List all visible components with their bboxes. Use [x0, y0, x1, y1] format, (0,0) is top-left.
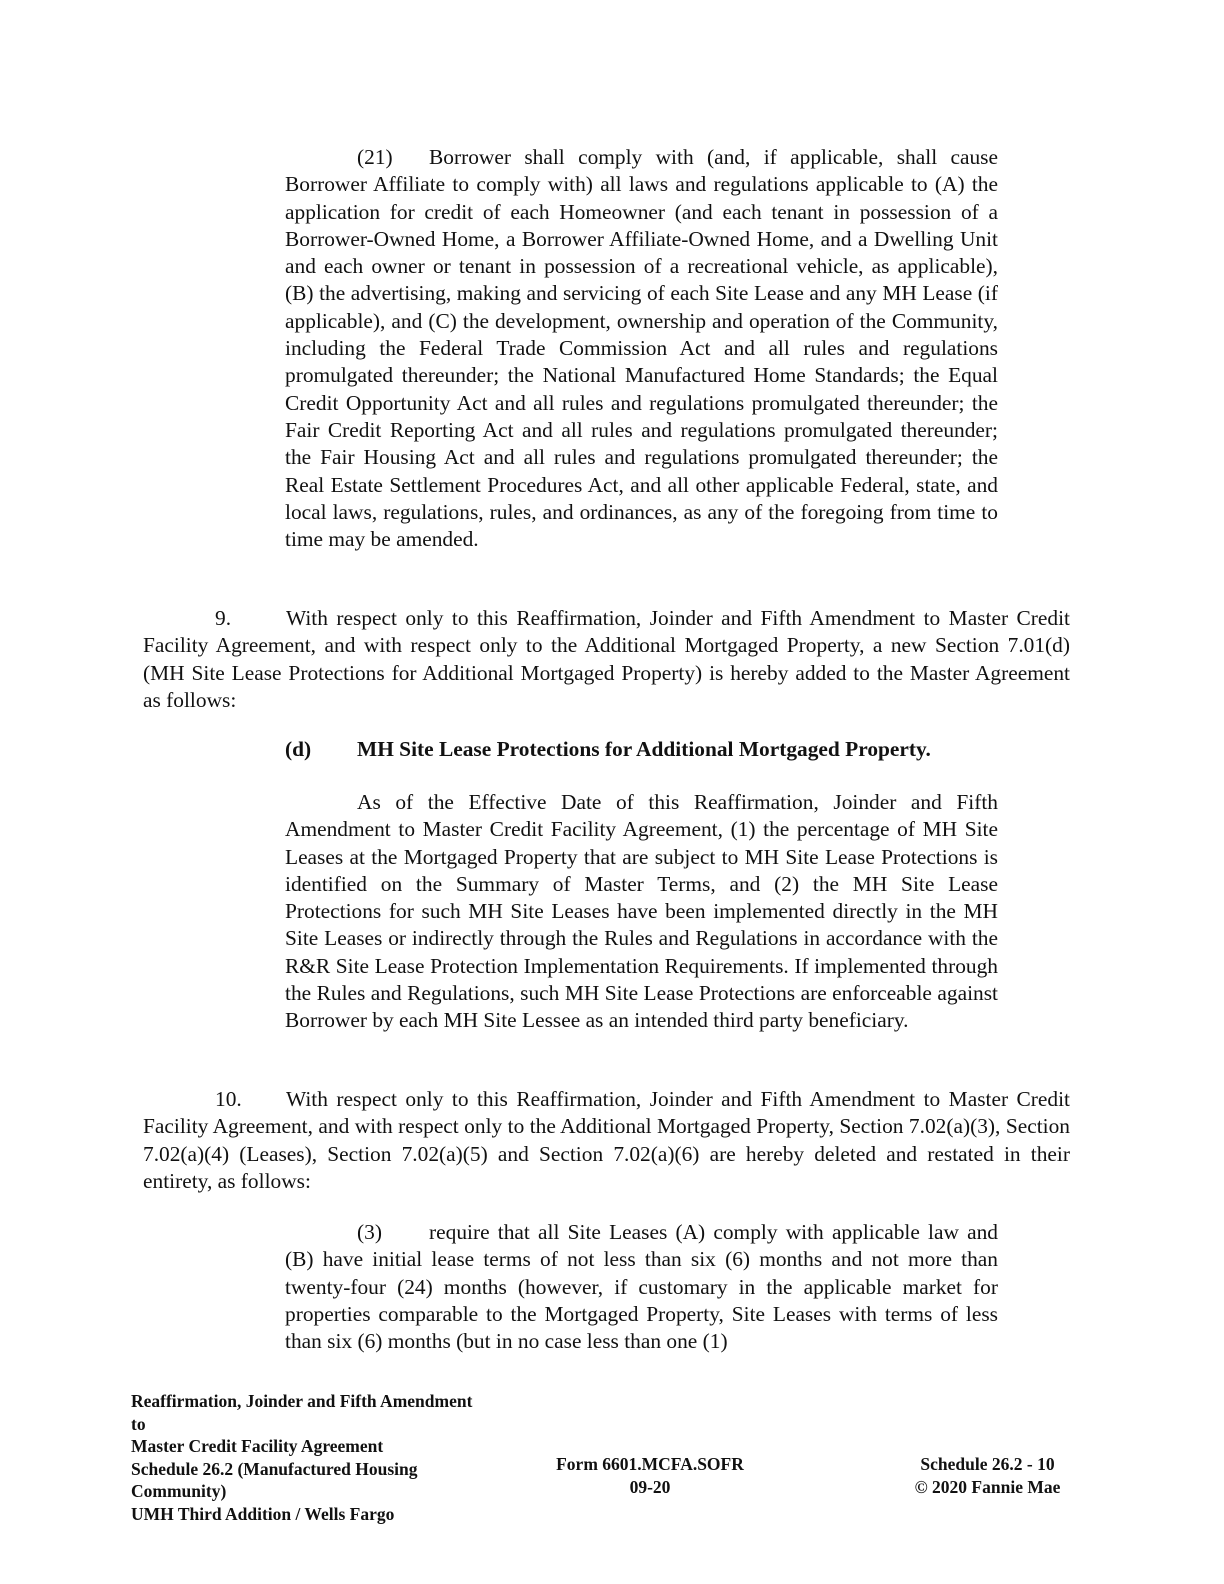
- footer-title-line: UMH Third Addition / Wells Fargo: [131, 1503, 395, 1524]
- paragraph-3-text: require that all Site Leases (A) comply with applicable law and (B) have initial lease terms of not less than six (6) months and not more than twenty-four (24) months (however, if customary in the applicable market for properties comparable to the Mortgaged Property, Site Leases with terms of less than six (6) months (but in no case less than one (1): [285, 1220, 998, 1354]
- footer-title-line: Schedule 26.2 (Manufactured Housing: [131, 1458, 418, 1479]
- section-9-paragraph: [143, 605, 1070, 714]
- section-10-text: With respect only to this Reaffirmation, Joinder and Fifth Amendment to Master Credit Facility Agreement, and with respect only to the Additional Mortgaged Property, Section 7.02(a)(3), Section 7.02(a)(4) (Leases), Section 7.02(a)(5) and Section 7.02(a)(6) are hereby deleted and restated in their entirety, as follows:: [143, 1087, 1070, 1193]
- paragraph-21: [285, 144, 998, 553]
- subsection-d-letter: (d): [285, 737, 312, 761]
- footer-schedule-page: Schedule 26.2 - 10: [920, 1454, 1055, 1474]
- paragraph-21-text: Borrower shall comply with (and, if applicable, shall cause Borrower Affiliate to comply with) all laws and regulations applicable to (A) the application for credit of each Homeowner (and each tenant in possession of a Borrower-Owned Home, a Borrower Affiliate-Owned Home, and a Dwelling Unit and each owner or tenant in possession of a recreational vehicle, as applicable), (B) the advertising, making and servicing of each Site Lease and any MH Lease (if applicable), and (C) the development, ownership and operation of the Community, including the Federal Trade Commission Act and all rules and regulations promulgated thereunder; the National Manufactured Home Standards; the Equal Credit Opportunity Act and all rules and regulations promulgated thereunder; the Fair Credit Reporting Act and all rules and regulations promulgated thereunder; the Fair Housing Act and all rules and regulations promulgated thereunder; the Real Estate Settlement Procedures Act, and all other applicable Federal, state, and local laws, regulations, rules, and ordinances, as any of the foregoing from time to time may be amended.: [285, 145, 998, 552]
- footer-title-line: Reaffirmation, Joinder and Fifth Amendment to: [131, 1391, 473, 1434]
- footer-form-info: [520, 1453, 780, 1498]
- footer-document-title: [131, 1390, 491, 1526]
- subsection-d-heading: [285, 736, 931, 763]
- footer-form-date: 09-20: [629, 1476, 671, 1497]
- footer-title-line: Master Credit Facility Agreement: [131, 1436, 384, 1457]
- paragraph-3: [285, 1219, 998, 1355]
- footer-form-number: Form 6601.MCFA.SOFR: [556, 1454, 744, 1474]
- subsection-d-title: MH Site Lease Protections for Additional Mortgaged Property.: [357, 737, 931, 761]
- footer-page-info: [880, 1453, 1095, 1498]
- section-9-text: With respect only to this Reaffirmation, Joinder and Fifth Amendment to Master Credit Facility Agreement, and with respect only to the Additional Mortgaged Property, a new Section 7.01(d) (MH Site Lease Protections for Additional Mortgaged Property) is hereby added to the Master Agreement as follows:: [143, 606, 1070, 712]
- footer-copyright: © 2020 Fannie Mae: [914, 1476, 1061, 1497]
- footer-title-line: Community): [131, 1481, 227, 1502]
- paragraph-21-number: (21): [357, 145, 393, 169]
- section-10-paragraph: [143, 1086, 1070, 1195]
- subsection-d-body: As of the Effective Date of this Reaffirmation, Joinder and Fifth Amendment to Master Credit Facility Agreement, (1) the percentage of MH Site Leases at the Mortgaged Property that are subject to MH Site Lease Protections is identified on the Summary of Master Terms, and (2) the MH Site Lease Protections for such MH Site Leases have been implemented directly in the MH Site Leases or indirectly through the Rules and Regulations in accordance with the R&R Site Lease Protection Implementation Requirements. If implemented through the Rules and Regulations, such MH Site Lease Protections are enforceable against Borrower by each MH Site Lessee as an intended third party beneficiary.: [285, 790, 998, 1033]
- section-9-number: 9.: [215, 606, 232, 630]
- paragraph-3-number: (3): [357, 1220, 382, 1244]
- section-10-number: 10.: [215, 1087, 242, 1111]
